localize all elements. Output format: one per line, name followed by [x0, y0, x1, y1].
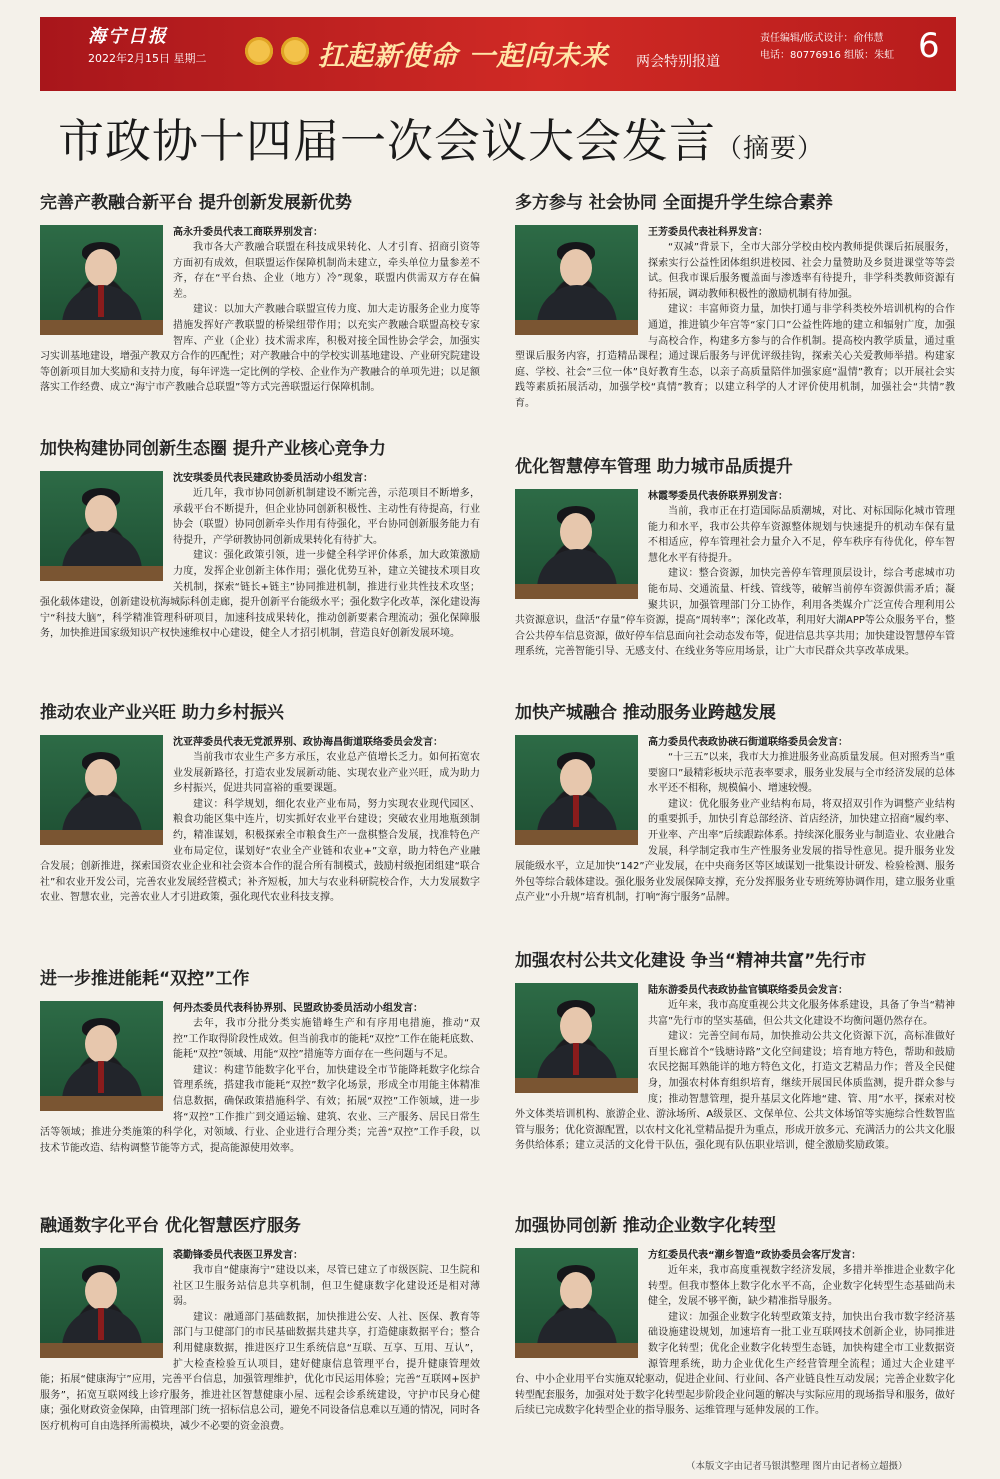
speaker-line: 林霞琴委员代表侨联界别发言：	[648, 491, 788, 502]
article	[515, 1211, 955, 1419]
article-paragraph: 当前我市农业生产多方承压，农业总产值增长乏力。如何拓宽农业发展新路径，打造农业发展新动能、实现农业产业兴旺，成为助力乡村振兴，促进共同富裕的重要课题。	[173, 752, 480, 795]
speaker-photo	[515, 1248, 638, 1358]
article-paragraph: 建议：整合资源，加快完善停车管理顶层设计，综合考虑城市功能布局、交通流量、杆线、管线等，破解当前停车资源供需矛盾；凝聚共识，加强管理部门分工协作，利用各类媒介广泛宣传合理利用公共资源意识，盘活“存量”停车资源，提高“周转率”；深化改革，利用好大湖APP等公众服务平台，整合公共停车信息资源，做好停车信息面向社会动态发布等，促进信息共享共用；加快建设智慧停车管理系统，完善智能引导、无感支付、在线业务等应用场景，让广大市民群众共享改革成果。	[515, 568, 955, 658]
article-headline: 加强农村公共文化建设 争当“精神共富”先行市	[515, 951, 867, 971]
article	[40, 188, 480, 396]
article-headline: 多方参与 社会协同 全面提升学生综合素养	[515, 193, 833, 213]
speaker-photo	[40, 225, 163, 335]
article	[40, 434, 480, 642]
speaker-photo	[515, 983, 638, 1093]
article	[40, 698, 480, 906]
page-title-sub: （摘要）	[716, 134, 825, 164]
speaker-photo	[40, 1001, 163, 1111]
article-paragraph: 建议：科学规划，细化农业产业布局，努力实现农业现代园区、粮食功能区集中连片，切实抓好农业平台建设；突破农业用地瓶颈制约，精准谋划，积极探索全市粮食生产一盘棋整合发展，找准特色产业布局定位，谋划好“农业全产业链和农业+”文章，助力特色产业融合发展；创新推进，探索国资农业企业和社会资本合作的混合所有制模式，鼓励村级抱团组建“联合社”和农业开发公司，完善农业发展经营模式；补齐短板，加大与农业科研院校合作，大力发展数字农业、智慧农业，完善农业人才引进政策，强化现代农业科技支撑。	[40, 798, 480, 904]
speaker-photo	[515, 225, 638, 335]
issue-date: 2022年2月15日 星期二	[88, 52, 207, 65]
article-paragraph: 近年来，我市高度重视公共文化服务体系建设，具备了争当“精神共富”先行市的坚实基础，但公共文化建设不均衡问题仍然存在。	[648, 1000, 955, 1027]
speaker-photo	[40, 735, 163, 845]
page-title-main: 市政协十四届一次会议大会发言	[58, 114, 716, 168]
article-paragraph: 我市自“健康海宁”建设以来，尽管已建立了市级医院、卫生院和社区卫生服务站信息共享机制，但卫生健康数字化建设还是相对薄弱。	[173, 1265, 480, 1308]
article-paragraph: 建议：加强企业数字化转型政策支持，加快出台我市数字经济基础设施建设规划，加速培育一批工业互联网技术创新企业，协同推进数字化转型；优化企业数字化转型生态链，加快构建全市工业数据资源管理系统，助力企业优化生产经营管理全流程；通过大企业建平台、中小企业用平台实施双轮驱动，促进企业间、行业间、各产业链良性互动发展；完善企业数字化转型配套服务，加强对处于数字化转型起步阶段企业问题的解决与实际应用的现场指导和服务，做好后续已完成数字化转型企业的指导服务、运维管理与延伸发展的工作。	[515, 1311, 955, 1417]
article	[40, 1211, 480, 1435]
speaker-line: 陆东游委员代表政协盐官镇联络委员会发言：	[648, 985, 848, 996]
article-paragraph: 当前，我市正在打造国际品质潮城，对比、对标国际化城市管理能力和水平，我市公共停车资源整体规划与快速提升的机动车保有量不相适应，停车管理社会力量介入不足，停车秩序有待优化，停车智慧化水平有待提升。	[648, 506, 955, 564]
article-headline: 完善产教融合新平台 提升创新发展新优势	[40, 193, 352, 213]
speaker-line: 王芳委员代表社科界发言：	[648, 227, 768, 238]
cppcc-emblem-icon	[281, 37, 309, 65]
editor-line: 责任编辑/版式设计：俞伟慧	[760, 33, 884, 44]
speaker-line: 高力委员代表政协硖石街道联络委员会发言：	[648, 737, 848, 748]
article	[515, 946, 955, 1154]
speaker-photo	[40, 1248, 163, 1358]
article	[515, 188, 955, 412]
speaker-line: 沈亚萍委员代表无党派界别、政协海昌街道联络委员会发言：	[173, 737, 443, 748]
article-paragraph: 建议：以加大产教融合联盟宣传力度、加大走访服务企业力度等措施发挥好产教联盟的桥梁纽带作用；以充实产教融合联盟高校专家智库、产业（企业）技术需求库，积极对接全国性协会学会，加强实习实训基地建设，增强产教双方合作的匹配性；对产教融合中的学校实训基地建设、产业研究院建设等创新项目加大奖励和支持力度，每年评选一定比例的学校、企业作为产教融合的单项先进；以足额落实工作经费、成立“海宁市产教融合总联盟”等方式完善联盟运行保障机制。	[40, 304, 480, 394]
editor-info	[760, 30, 894, 64]
page-title	[58, 105, 824, 171]
article-paragraph: 近年来，我市高度重视数字经济发展，多措并举推进企业数字化转型。但我市整体上数字化水平不高，企业数字化转型生态基础尚未健全，发展不够平衡，缺少精准指导服务。	[648, 1265, 955, 1308]
article-headline: 融通数字化平台 优化智慧医疗服务	[40, 1216, 301, 1236]
article-paragraph: “十三五”以来，我市大力推进服务业高质量发展。但对照秀当“重要窗口”最精彩板块示范表率要求，服务业发展与全市经济发展的总体水平还不相称，规模偏小、增速较慢。	[648, 752, 955, 795]
paper-logo: 海宁日报	[88, 26, 168, 47]
speaker-photo	[40, 471, 163, 581]
article-paragraph: “双减”背景下，全市大部分学校由校内教师提供课后拓展服务，探索实行公益性团体组织进校园、社会力量赞助及乡贤进课堂等等尝试。但我市课后服务覆盖面与渗透率有待提升，非学科类教师资源有待拓展，调动教师积极性的激励机制有待加强。	[648, 242, 955, 300]
page-number: 6	[918, 26, 940, 66]
article-headline: 优化智慧停车管理 助力城市品质提升	[515, 457, 793, 477]
article-paragraph: 建议：融通部门基础数据，加快推进公安、人社、医保、教育等部门与卫健部门的市民基础数据共建共享，打造健康数据平台；整合利用健康数据，推进医疗卫生系统信息“互联、互享、互用、互认”，扩大检查检验互认项目，建好健康信息管理平台，提升健康管理效能；拓展“健康海宁”应用，完善平台信息，加强管理维护，优化市民运用体验；完善“互联网+医护服务”，拓宽互联网线上诊疗服务，推进社区智慧健康小屋、远程会诊系统建设，守护市民身心健康；强化财政资金保障，由管理部门统一招标信息公司，避免不同设备信息难以互通的情况，同时各医疗机构可自由选择所需模块，减少不必要的资金浪费。	[40, 1311, 480, 1432]
article	[40, 964, 480, 1156]
article-headline: 加快构建协同创新生态圈 提升产业核心竞争力	[40, 439, 386, 459]
credit-line: （本版文字由记者马银淇整理 图片由记者杨立超摄）	[686, 1461, 908, 1472]
article	[515, 698, 955, 906]
speaker-line: 何丹杰委员代表科协界别、民盟政协委员活动小组发言：	[173, 1003, 423, 1014]
article-headline: 加强协同创新 推动企业数字化转型	[515, 1216, 776, 1236]
editor-line: 电话：80776916 组版：朱虹	[760, 50, 895, 61]
speaker-line: 裘勤锋委员代表医卫界发言：	[173, 1250, 303, 1261]
article-paragraph: 近几年，我市协同创新机制建设不断完善，示范项目不断增多，承载平台不断提升，但企业协同创新积极性、主动性有待提高，行业协会（联盟）协同创新牵头作用有待强化，平台协同创新服务能力有待提升，产学研教协同创新成果转化有待扩大。	[173, 488, 480, 546]
speaker-photo	[515, 489, 638, 599]
article	[515, 452, 955, 660]
article-headline: 加快产城融合 推动服务业跨越发展	[515, 703, 776, 723]
article-paragraph: 建议：完善空间布局，加快推动公共文化资源下沉，高标准做好百里长廊首个“钱塘诗路”文化空间建设；培育地方特色，帮助和鼓励农民挖掘耳熟能详的地方特色文化，打造文艺精品力作；普及全民健身，加强农村体育组织培育，继续开展国民体质监测，提升群众参与度；推动智慧管理，提升基层文化阵地“建、管、用”水平，探索对校外文体类培训机构、旅游企业、游泳场所、A级景区、文保单位、公共文体场馆等实施综合性数智监管与服务；优化资源配置，以农村文化礼堂精品提升为重点，形成开放多元、充满活力的公共文化服务供给体系；建立灵活的文化骨干队伍，强化现有队伍职业培训，健全激励奖励政策。	[515, 1031, 955, 1152]
article-paragraph: 建议：丰富师资力量，加快打通与非学科类校外培训机构的合作通道，推进镇少年宫等“家门口”公益性阵地的建立和辐射广度，加强与高校合作，构建多方参与的合作机制。提高校内教学质量，通过重塑课后服务内容，打造精品课程；通过课后服务与评优评级挂钩，探索关心关爱教师举措。构建家庭、学校、社会“三位一体”良好教育生态，以亲子高质量陪伴加强家庭“温情”教育；以开展社会实践等素质拓展活动，加强学校“真情”教育；以建立科学的人才评价使用机制，加强社会“共情”教育。	[515, 304, 955, 409]
article-paragraph: 建议：构建节能数字化平台，加快建设全市节能降耗数字化综合管理系统，搭建我市能耗“双控”数字化场景，形成全市用能主体精准信息数据，确保政策措施科学、有效；拓展“双控”工作领域，进一步将“双控”工作推广到交通运输、建筑、农业、三产服务、居民日常生活等领域；推进分类施策的科学化，对领域、行业、企业进行合理分类；完善“双控”工作手段，以技术节能改造、结构调整节能等方式，提高能源使用效率。	[40, 1064, 480, 1154]
article-headline: 推动农业产业兴旺 助力乡村振兴	[40, 703, 284, 723]
national-emblem-icon	[245, 37, 273, 65]
article-paragraph: 建议：优化服务业产业结构布局，将双招双引作为调整产业结构的重要抓手，加快引育总部经济、首店经济，加快建立招商“履约率、开业率、产出率”后续跟踪体系。持续深化服务业与制造业、农业融合发展，科学制定我市生产性服务业发展的指导性意见。提升服务业发展能级水平，立足加快“142”产业发展，在中央商务区等区域谋划一批集设计研发、检验检测、服务外包等综合载体建设。强化服务业发展保障支撑，充分发挥服务业专班统筹协调作用，建立服务业重点产业“小升规”培育机制，打响“海宁服务”品牌。	[515, 798, 955, 904]
banner-slogan: 扛起新使命 一起向未来	[318, 41, 609, 72]
article-paragraph: 我市各大产教融合联盟在科技成果转化、人才引育、招商引资等方面初有成效，但联盟运作保障机制尚未建立，牵头单位力量参差不齐，存在“平台热、企业（地方）冷”现象，联盟内供需双方存在偏差。	[173, 242, 480, 300]
speaker-line: 沈安琪委员代表民建政协委员活动小组发言：	[173, 473, 373, 484]
speaker-line: 高永升委员代表工商联界别发言：	[173, 227, 323, 238]
speaker-photo	[515, 735, 638, 845]
article-paragraph: 建议：强化政策引领，进一步健全科学评价体系，加大政策激励力度，发挥企业创新主体作用；强化优势互补，建立关键技术项目攻关机制，探索“链长+链主”协同推进机制，推进行业共性技术攻坚；强化载体建设，创新建设杭海城际科创走廊，提升创新平台能级水平；强化数字化改革，深化建设海宁“科技大脑”，科学精准管理科研项目，加速科技成果转化，推动创新要素合理流动；强化保障服务，加快推进国家级知识产权快速维权中心建设，健全人才招引机制，营造良好创新发展环境。	[40, 550, 480, 640]
speaker-line: 方红委员代表“潮乡智造”政协委员会客厅发言：	[648, 1250, 862, 1261]
article-paragraph: 去年，我市分批分类实施错峰生产和有序用电措施，推动“双控”工作取得阶段性成效。但当前我市的能耗“双控”工作在能耗底数、能耗“双控”领域、用能“双控”措施等方面存在一些问题与不足。	[173, 1018, 480, 1061]
article-headline: 进一步推进能耗“双控”工作	[40, 969, 250, 989]
special-report-label: 两会特别报道	[636, 54, 720, 70]
